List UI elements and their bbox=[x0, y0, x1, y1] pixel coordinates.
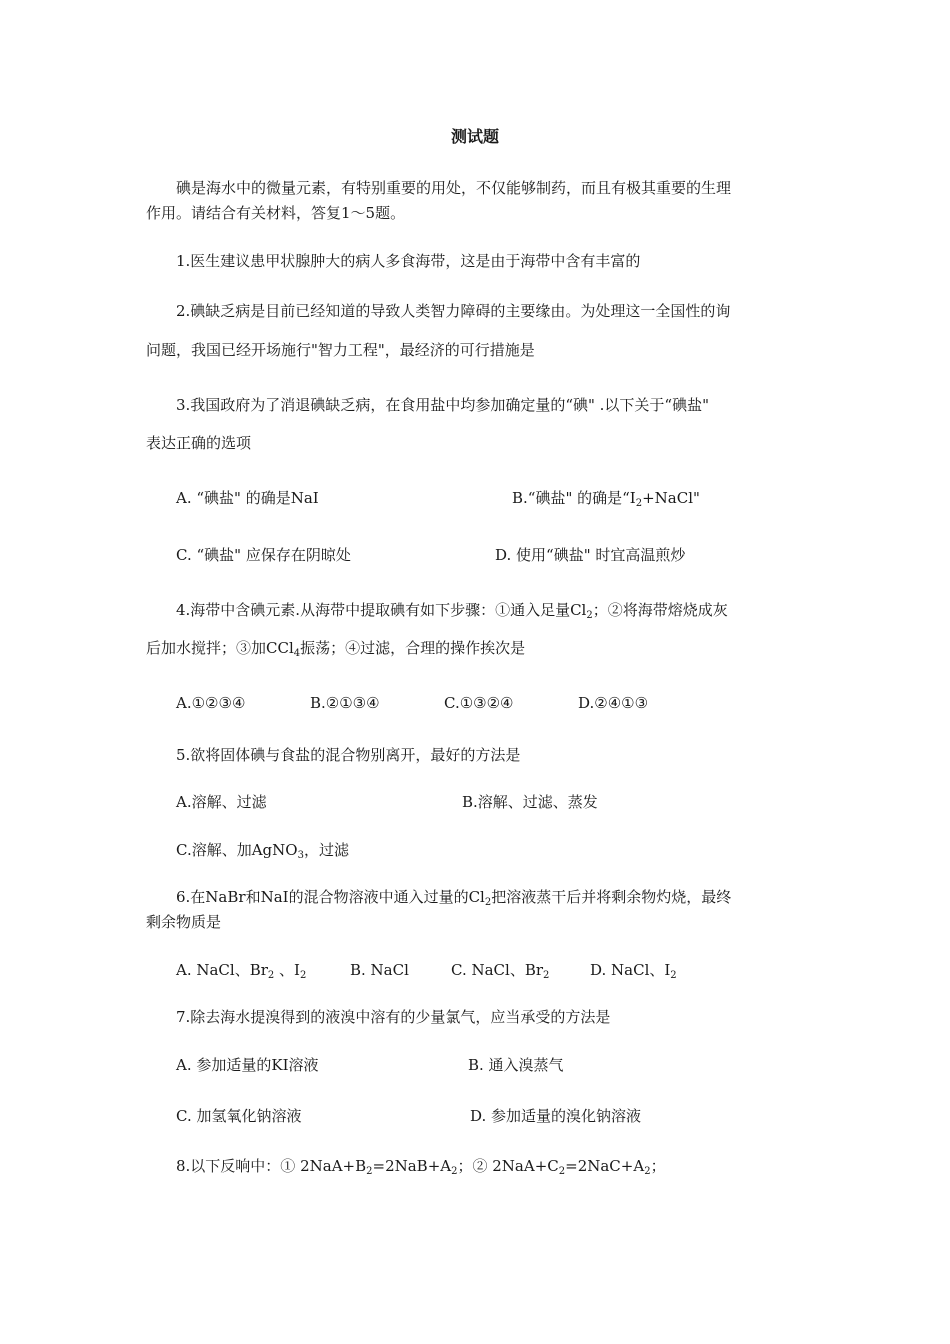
question-6-line-2: 剩余物质是 bbox=[146, 913, 222, 931]
q6-option-c: C. NaCl、$Br_2$ bbox=[451, 961, 550, 981]
question-3-line-1: 3.我国政府为了消退碘缺乏病，在食用盐中均参加确定量的“碘" .以下关于“碘盐" bbox=[176, 396, 709, 414]
q6-option-b: B. NaCl bbox=[350, 961, 409, 979]
q4-option-c: C.①③②④ bbox=[444, 694, 514, 712]
q6-option-d: D. NaCl、$I_2$ bbox=[590, 961, 677, 981]
question-2-line-2: 问题，我国已经开场施行"智力工程"，最经济的可行措施是 bbox=[146, 341, 535, 359]
q4-option-d: D.②④①③ bbox=[578, 694, 649, 712]
question-8: 8.以下反响中：① $2NaA+B_2=2NaB+A_2$；② $2NaA+C_2=2NaC+A_2$； bbox=[176, 1157, 666, 1177]
q5-option-b: B.溶解、过滤、蒸发 bbox=[462, 793, 598, 811]
q5-option-c: C.溶解、加AgNO$_3$，过滤 bbox=[176, 841, 349, 861]
q7-option-d: D. 参加适量的溴化钠溶液 bbox=[470, 1107, 642, 1125]
q3-option-a: A. “碘盐" 的确是NaI bbox=[176, 489, 319, 507]
q5-option-a: A.溶解、过滤 bbox=[176, 793, 267, 811]
q3-option-b: B.“碘盐" 的确是“$I_2+NaCl$" bbox=[512, 489, 700, 509]
question-4-line-1: 4.海带中含碘元素.从海带中提取碘有如下步骤：①通入足量$Cl_2$；②将海带熔烧成灰 bbox=[176, 601, 728, 621]
question-4-line-2: 后加水搅拌；③加CCl$_4$振荡；④过滤，合理的操作挨次是 bbox=[146, 639, 526, 659]
intro-line-1: 碘是海水中的微量元素，有特别重要的用处，不仅能够制药，而且有极其重要的生理 bbox=[176, 179, 732, 197]
question-2-line-1: 2.碘缺乏病是目前已经知道的导致人类智力障碍的主要缘由。为处理这一全国性的询 bbox=[176, 302, 731, 320]
q7-option-c: C. 加氢氧化钠溶液 bbox=[176, 1107, 302, 1125]
q7-option-b: B. 通入溴蒸气 bbox=[468, 1056, 564, 1074]
question-6-line-1: 6.在NaBr和NaI的混合物溶液中通入过量的$Cl_2$把溶液蒸干后并将剩余物灼烧，最终 bbox=[176, 888, 732, 908]
q7-option-a: A. 参加适量的KI溶液 bbox=[176, 1056, 319, 1074]
question-5: 5.欲将固体碘与食盐的混合物别离开，最好的方法是 bbox=[176, 746, 521, 764]
intro-line-2: 作用。请结合有关材料，答复1～5题。 bbox=[146, 204, 406, 222]
page-title: 测试题 bbox=[450, 127, 499, 146]
question-7: 7.除去海水提溴得到的液溴中溶有的少量氯气，应当承受的方法是 bbox=[176, 1008, 611, 1026]
q6-option-a: A. NaCl、$Br_2$ 、$I_2$ bbox=[176, 961, 307, 981]
question-1: 1.医生建议患甲状腺肿大的病人多食海带，这是由于海带中含有丰富的 bbox=[176, 252, 641, 270]
q4-option-b: B.②①③④ bbox=[310, 694, 380, 712]
q3-option-d: D. 使用“碘盐" 时宜高温煎炒 bbox=[495, 546, 686, 564]
question-3-line-2: 表达正确的选项 bbox=[146, 434, 252, 452]
q4-option-a: A.①②③④ bbox=[176, 694, 246, 712]
q3-option-c: C. “碘盐" 应保存在阴晾处 bbox=[176, 546, 351, 564]
